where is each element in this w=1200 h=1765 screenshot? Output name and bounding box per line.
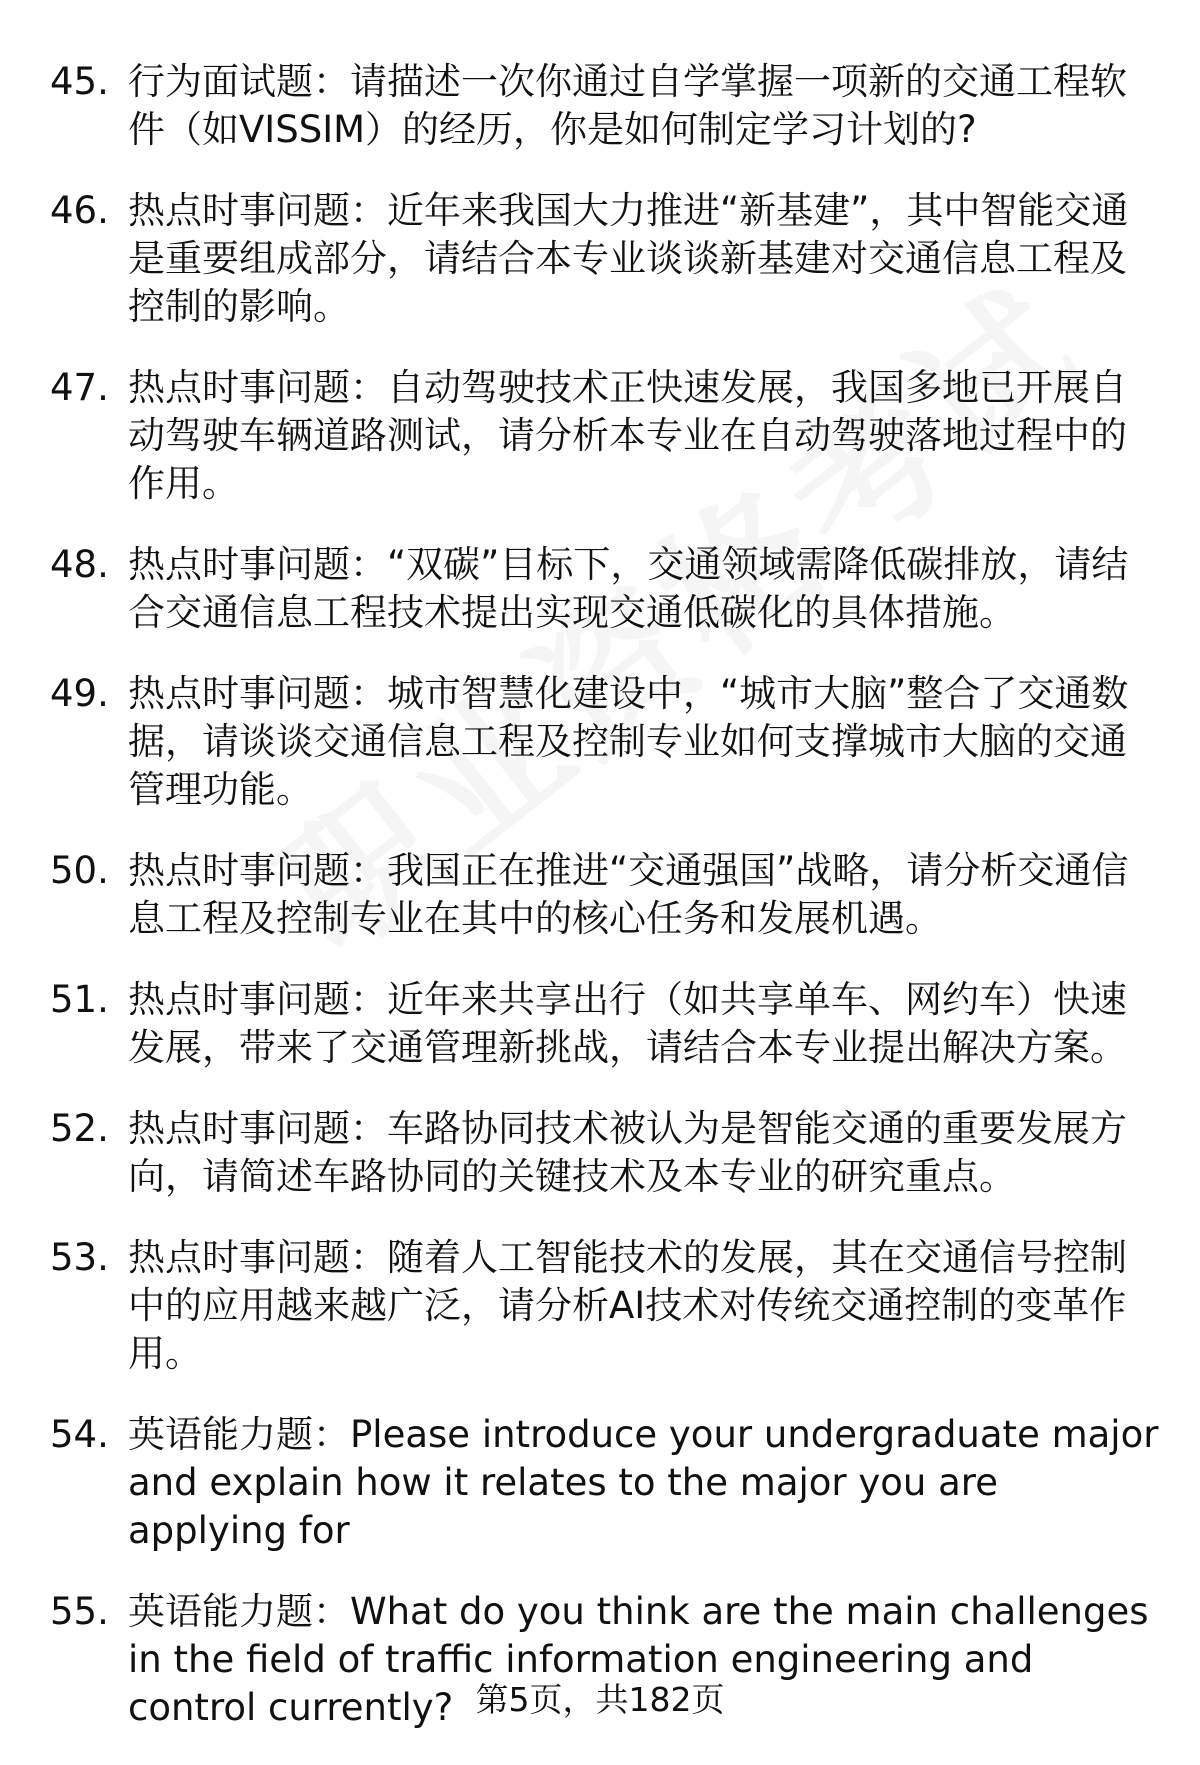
question-number: 52. [50,1107,109,1150]
question-text: 行为面试题：请描述一次你通过自学掌握一项新的交通工程软件（如VISSIM）的经历，你是如何制定学习计划的? [128,60,1127,151]
question-number: 53. [50,1236,109,1279]
question-list [50,58,1160,1765]
question-item [50,1234,1160,1378]
question-item [50,847,1160,943]
question-number: 48. [50,543,109,586]
question-number: 47. [50,366,109,409]
question-item [50,1105,1160,1201]
question-text: 热点时事问题：“双碳”目标下，交通领域需降低碳排放，请结合交通信息工程技术提出实现交通低碳化的具体措施。 [128,543,1129,634]
question-number: 51. [50,978,109,1021]
question-text: 英语能力题：Please introduce your undergraduate major and explain how it relates to the major you are applying for [128,1413,1159,1552]
question-number: 45. [50,60,109,103]
question-text: 热点时事问题：城市智慧化建设中，“城市大脑”整合了交通数据，请谈谈交通信息工程及控制专业如何支撑城市大脑的交通管理功能。 [128,672,1129,811]
question-item [50,1411,1160,1555]
question-item [50,58,1160,154]
question-number: 50. [50,849,109,892]
question-item [50,364,1160,508]
page-number-footer: 第5页，共182页 [475,1680,725,1719]
question-item [50,670,1160,814]
question-number: 55. [50,1590,109,1633]
question-item [50,976,1160,1072]
question-text: 热点时事问题：自动驾驶技术正快速发展，我国多地已开展自动驾驶车辆道路测试，请分析本专业在自动驾驶落地过程中的作用。 [128,366,1127,505]
question-text: 英语能力题：What do you think are the main challenges in the field of traffic information engineering and control currently? [128,1590,1149,1729]
question-text: 热点时事问题：近年来我国大力推进“新基建”，其中智能交通是重要组成部分，请结合本专业谈谈新基建对交通信息工程及控制的影响。 [128,189,1129,328]
question-text: 热点时事问题：近年来共享出行（如共享单车、网约车）快速发展，带来了交通管理新挑战，请结合本专业提出解决方案。 [128,978,1127,1069]
question-text: 热点时事问题：车路协同技术被认为是智能交通的重要发展方向，请简述车路协同的关键技术及本专业的研究重点。 [128,1107,1127,1198]
question-text: 热点时事问题：我国正在推进“交通强国”战略，请分析交通信息工程及控制专业在其中的核心任务和发展机遇。 [128,849,1129,940]
question-number: 54. [50,1413,109,1456]
question-text: 热点时事问题：随着人工智能技术的发展，其在交通信号控制中的应用越来越广泛，请分析AI技术对传统交通控制的变革作用。 [128,1236,1127,1375]
question-number: 49. [50,672,109,715]
question-item [50,187,1160,331]
question-number: 46. [50,189,109,232]
question-item [50,541,1160,637]
